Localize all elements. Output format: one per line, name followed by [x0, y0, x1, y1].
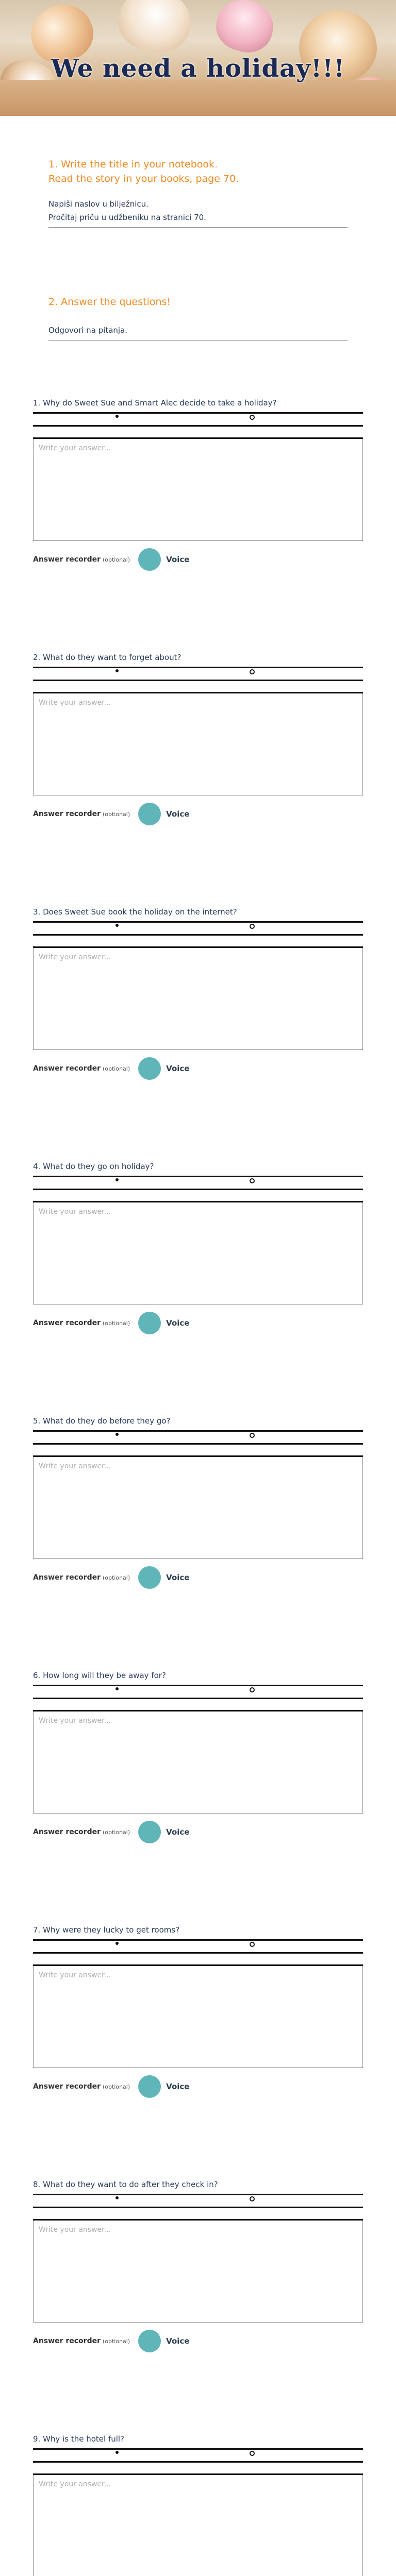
toolbar-bullet-icon[interactable]	[116, 924, 119, 927]
sand-background	[0, 80, 396, 116]
editor-toolbar[interactable]	[33, 1939, 363, 1966]
toolbar-bullet-icon[interactable]	[116, 1942, 119, 1945]
editor-toolbar[interactable]	[33, 1176, 363, 1202]
editor-toolbar[interactable]	[33, 921, 363, 948]
question-item	[33, 1670, 363, 1844]
toolbar-divider	[33, 680, 363, 681]
question-item	[33, 1925, 363, 2098]
answer-recorder	[33, 2329, 363, 2353]
record-voice-button[interactable]	[138, 803, 161, 825]
toolbar-divider	[33, 2207, 363, 2208]
question-item	[33, 1416, 363, 1589]
toolbar-divider	[33, 934, 363, 936]
voice-label[interactable]: Voice	[166, 1573, 190, 1582]
toolbar-circle-icon[interactable]	[250, 2196, 255, 2201]
toolbar-circle-icon[interactable]	[250, 415, 255, 420]
task1-instruction-2: Read the story in your books, page 70.	[48, 173, 239, 184]
recorder-label: Answer recorder	[33, 1319, 101, 1327]
record-voice-button[interactable]	[138, 1312, 161, 1334]
editor-toolbar[interactable]	[33, 2194, 363, 2221]
record-voice-button[interactable]	[138, 2330, 161, 2352]
question-text: 4. What do they go on holiday?	[33, 1162, 154, 1171]
question-item	[33, 2179, 363, 2353]
record-voice-button[interactable]	[138, 2075, 161, 2098]
voice-label[interactable]: Voice	[166, 555, 190, 564]
recorder-optional: (optional)	[102, 2337, 130, 2345]
task1-translation-2: Pročitaj priču u udžbeniku na stranici 70.	[48, 213, 206, 222]
toolbar-divider	[33, 425, 363, 427]
toolbar-divider	[33, 1443, 363, 1445]
toolbar-circle-icon[interactable]	[250, 924, 255, 929]
voice-label[interactable]: Voice	[166, 809, 190, 819]
toolbar-circle-icon[interactable]	[250, 1178, 255, 1183]
recorder-optional: (optional)	[102, 810, 130, 818]
toolbar-bullet-icon[interactable]	[116, 415, 119, 418]
answer-recorder	[33, 1820, 363, 1844]
toolbar-bullet-icon[interactable]	[116, 2196, 119, 2199]
task1-translation: Napiši naslov u bilježnicu.	[48, 199, 148, 209]
answer-recorder	[33, 802, 363, 826]
task2-block	[48, 295, 358, 341]
question-item	[33, 907, 363, 1080]
voice-label[interactable]: Voice	[166, 2336, 190, 2346]
question-item	[33, 652, 363, 826]
answer-recorder	[33, 1566, 363, 1589]
question-text: 3. Does Sweet Sue book the holiday on the internet?	[33, 907, 237, 917]
question-item	[33, 2434, 363, 2576]
voice-label[interactable]: Voice	[166, 1827, 190, 1837]
toolbar-divider	[33, 1698, 363, 1699]
question-text: 6. How long will they be away for?	[33, 1671, 166, 1680]
answer-input[interactable]: Write your answer...	[33, 948, 363, 1050]
answer-input[interactable]: Write your answer...	[33, 1457, 363, 1559]
recorder-optional: (optional)	[102, 1574, 130, 1581]
question-text: 1. Why do Sweet Sue and Smart Alec decide to take a holiday?	[33, 398, 277, 408]
question-item	[33, 1161, 363, 1335]
question-text: 7. Why were they lucky to get rooms?	[33, 1925, 180, 1935]
divider	[48, 227, 348, 228]
recorder-optional: (optional)	[102, 556, 130, 563]
answer-input[interactable]: Write your answer...	[33, 693, 363, 795]
answer-input[interactable]: Write your answer...	[33, 2475, 363, 2576]
seashell-image	[114, 0, 196, 57]
toolbar-circle-icon[interactable]	[250, 1687, 255, 1692]
recorder-label: Answer recorder	[33, 555, 101, 564]
record-voice-button[interactable]	[138, 1057, 161, 1080]
answer-recorder	[33, 2075, 363, 2098]
toolbar-divider	[33, 1952, 363, 1954]
task2-instruction: 2. Answer the questions!	[48, 296, 171, 308]
voice-label[interactable]: Voice	[166, 1064, 190, 1073]
question-text: 2. What do they want to forget about?	[33, 653, 182, 662]
recorder-label: Answer recorder	[33, 1064, 101, 1073]
toolbar-circle-icon[interactable]	[250, 2451, 255, 2456]
toolbar-circle-icon[interactable]	[250, 1942, 255, 1947]
toolbar-circle-icon[interactable]	[250, 669, 255, 674]
task2-translation: Odgovori na pitanja.	[48, 326, 128, 335]
editor-toolbar[interactable]	[33, 412, 363, 439]
seashell-image	[211, 0, 279, 58]
recorder-label: Answer recorder	[33, 1573, 101, 1582]
editor-toolbar[interactable]	[33, 1430, 363, 1457]
recorder-optional: (optional)	[102, 1828, 130, 1836]
question-text: 5. What do they do before they go?	[33, 1416, 171, 1426]
question-text: 8. What do they want to do after they check in?	[33, 2180, 218, 2189]
voice-label[interactable]: Voice	[166, 1318, 190, 1328]
toolbar-bullet-icon[interactable]	[116, 1433, 119, 1436]
answer-input[interactable]: Write your answer...	[33, 1202, 363, 1304]
page-title: We need a holiday!!!	[51, 54, 345, 83]
toolbar-bullet-icon[interactable]	[116, 1687, 119, 1690]
editor-toolbar[interactable]	[33, 667, 363, 693]
answer-recorder	[33, 548, 363, 571]
recorder-label: Answer recorder	[33, 2082, 101, 2091]
toolbar-divider	[33, 2461, 363, 2463]
answer-recorder	[33, 1311, 363, 1335]
recorder-label: Answer recorder	[33, 1828, 101, 1836]
toolbar-divider	[33, 1189, 363, 1190]
answer-input[interactable]: Write your answer...	[33, 2221, 363, 2323]
toolbar-circle-icon[interactable]	[250, 1433, 255, 1438]
answer-input[interactable]: Write your answer...	[33, 1711, 363, 1814]
answer-input[interactable]: Write your answer...	[33, 1966, 363, 2068]
toolbar-bullet-icon[interactable]	[116, 669, 119, 672]
toolbar-bullet-icon[interactable]	[116, 1178, 119, 1181]
question-item	[33, 398, 363, 571]
voice-label[interactable]: Voice	[166, 2082, 190, 2091]
toolbar-bullet-icon[interactable]	[116, 2451, 119, 2454]
editor-toolbar[interactable]	[33, 1685, 363, 1711]
recorder-optional: (optional)	[102, 1319, 130, 1327]
divider	[48, 340, 348, 341]
record-voice-button[interactable]	[138, 548, 161, 571]
recorder-optional: (optional)	[102, 2083, 130, 2090]
question-text: 9. Why is the hotel full?	[33, 2434, 125, 2444]
task1-block	[48, 157, 358, 228]
record-voice-button[interactable]	[138, 1821, 161, 1843]
header-banner	[0, 0, 396, 116]
answer-input[interactable]: Write your answer...	[33, 439, 363, 541]
recorder-label: Answer recorder	[33, 2337, 101, 2345]
record-voice-button[interactable]	[138, 1566, 161, 1589]
recorder-label: Answer recorder	[33, 810, 101, 818]
task1-instruction: 1. Write the title in your notebook.	[48, 159, 218, 170]
recorder-optional: (optional)	[102, 1065, 130, 1072]
answer-recorder	[33, 1057, 363, 1080]
editor-toolbar[interactable]	[33, 2448, 363, 2475]
